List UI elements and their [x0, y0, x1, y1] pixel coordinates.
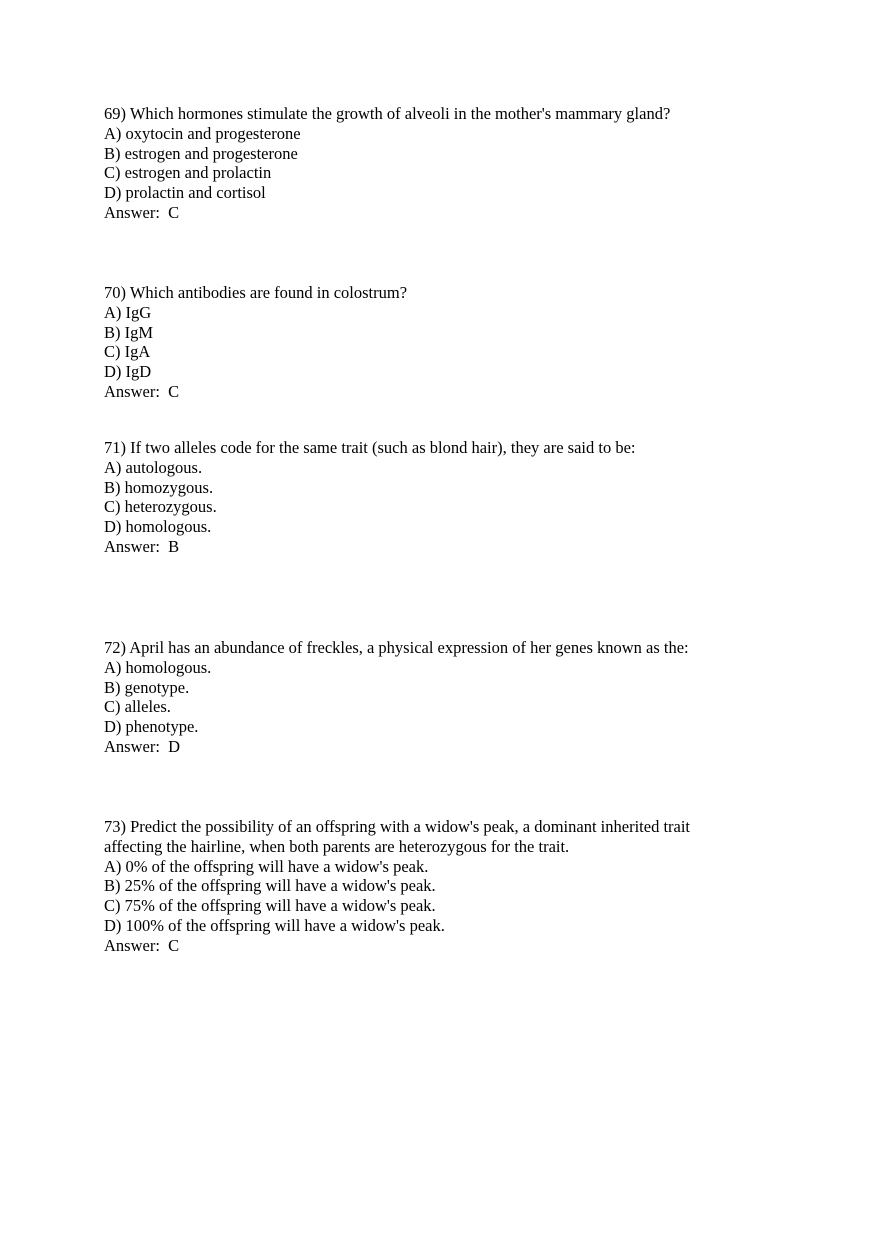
option-d: D) IgD — [104, 362, 152, 382]
option-a: A) 0% of the offspring will have a widow's peak. — [104, 856, 429, 876]
option-d: D) 100% of the offspring will have a widow's peak. — [104, 915, 445, 935]
option-c: C) heterozygous. — [104, 497, 217, 517]
option-b: B) homozygous. — [104, 477, 214, 497]
question-stem: 71) If two alleles code for the same trait (such as blond hair), they are said to be: — [104, 438, 636, 457]
question-stem-line-2: affecting the hairline, when both parents are heterozygous for the trait. — [104, 836, 570, 856]
answer: Answer: C — [104, 381, 180, 401]
question-stem-line-1: 73) Predict the possibility of an offspring with a widow's peak, a dominant inherited trait — [104, 817, 691, 836]
question-73 — [104, 817, 764, 956]
option-a: A) autologous. — [104, 457, 203, 477]
option-c: C) alleles. — [104, 697, 171, 717]
question-stem: 69) Which hormones stimulate the growth of alveoli in the mother's mammary gland? — [104, 104, 671, 123]
option-c: C) IgA — [104, 342, 151, 362]
option-c: C) estrogen and prolactin — [104, 163, 272, 183]
question-72 — [104, 638, 764, 757]
option-b: B) 25% of the offspring will have a widow's peak. — [104, 876, 436, 896]
option-a: A) homologous. — [104, 657, 212, 677]
option-b: B) genotype. — [104, 677, 190, 697]
option-b: B) estrogen and progesterone — [104, 143, 298, 163]
option-b: B) IgM — [104, 322, 154, 342]
question-71 — [104, 438, 764, 557]
option-a: A) oxytocin and progesterone — [104, 123, 301, 143]
question-stem: 70) Which antibodies are found in colostrum? — [104, 283, 408, 302]
answer: Answer: D — [104, 736, 181, 756]
option-d: D) homologous. — [104, 517, 212, 537]
option-a: A) IgG — [104, 302, 152, 322]
answer: Answer: B — [104, 536, 180, 556]
question-69 — [104, 104, 764, 223]
answer: Answer: C — [104, 202, 180, 222]
option-c: C) 75% of the offspring will have a widow's peak. — [104, 896, 436, 916]
option-d: D) prolactin and cortisol — [104, 183, 266, 203]
question-70 — [104, 283, 764, 402]
option-d: D) phenotype. — [104, 717, 199, 737]
question-stem: 72) April has an abundance of freckles, a physical expression of her genes known as the: — [104, 638, 689, 657]
answer: Answer: C — [104, 935, 180, 955]
